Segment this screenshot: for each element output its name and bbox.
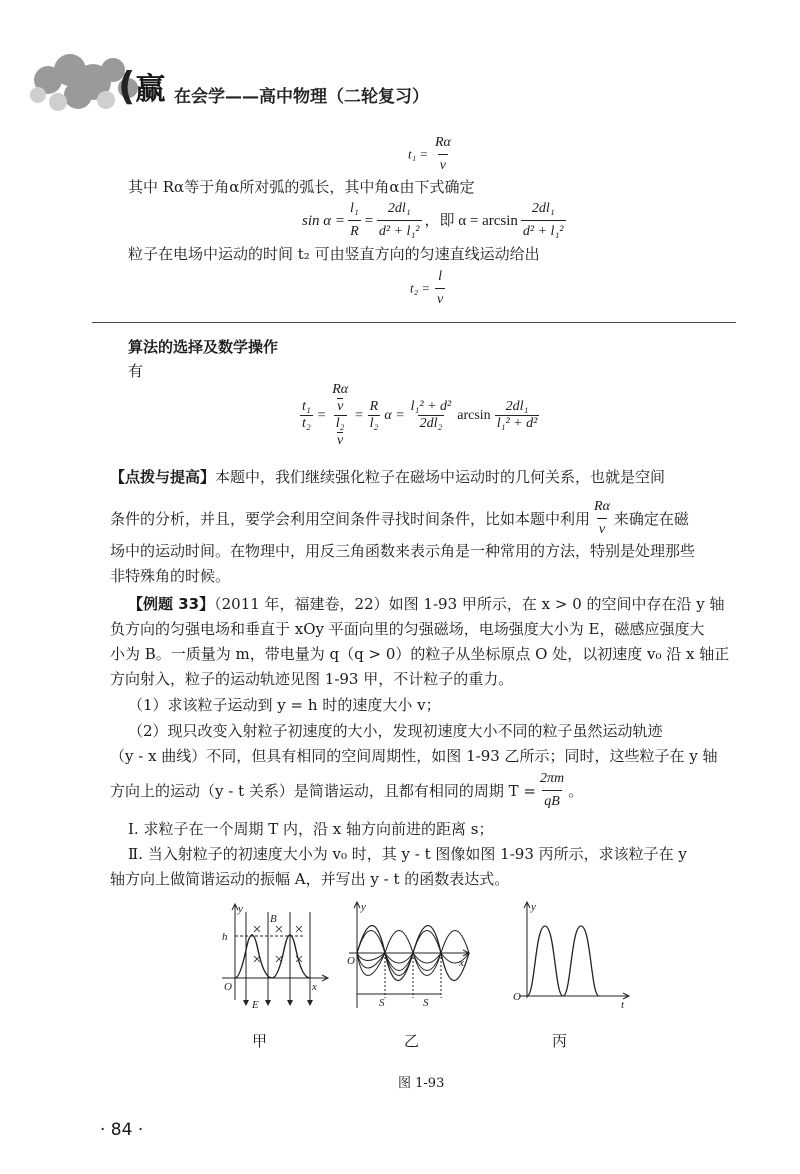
tip-line3: 场中的运动时间。在物理中，用反三角函数来表示角是一种常用的方法，特别是处理那些 — [110, 542, 696, 560]
figure-b — [345, 898, 475, 1013]
figure-b-s1-label: S — [379, 997, 385, 1009]
question-2-line1: （2）现只改变入射粒子初速度的大小，发现初速度大小不同的粒子虽然运动轨迹 — [128, 722, 663, 740]
figure-b-x-label: x — [459, 957, 464, 969]
figure-c-origin: O — [513, 991, 521, 1003]
figure-b-origin: O — [347, 955, 355, 967]
figure-title: 图 1-93 — [398, 1076, 445, 1091]
figure-a-origin: O — [224, 981, 232, 993]
header-logo-char: 赢 — [135, 72, 166, 107]
question-2-line2: （y - x 曲线）不同，但具有相同的空间周期性，如图 1-93 乙所示；同时，这些粒子在 y 轴 — [110, 747, 718, 765]
figure-b-s2-label: S — [423, 997, 429, 1009]
sub-question-1: Ⅰ. 求粒子在一个周期 T 内，沿 x 轴方向前进的距离 s； — [128, 820, 494, 838]
divider — [92, 322, 736, 323]
figure-a-E-label: E — [252, 999, 259, 1011]
figure-c-y-label: y — [531, 901, 536, 913]
tip-line1: 【点拨与提高】本题中，我们继续强化粒子在磁场中运动时的几何关系，也就是空间 — [110, 468, 666, 486]
example-line3: 小为 B。一质量为 m，带电量为 q（q > 0）的粒子从坐标原点 O 处，以初速度 v₀ 沿 x 轴正 — [110, 645, 730, 663]
formula-sin: sin α = $\frac{\text{l₁}}{R}$ = $\frac{\text{2dl₁}}{\text{d² + l₁²}}$ ，即 α = arcsin $\frac{\text{2dl₁}}{\text{d² + l₁²}}$ — [302, 198, 566, 243]
figure-a-y-label: y — [238, 903, 243, 915]
tip-line2: 条件的分析，并且，要学会利用空间条件寻找时间条件，比如本题中利用 $\frac{R\alpha}{v}$ 来确定在磁 — [110, 496, 689, 541]
text-t2: 粒子在电场中运动的时间 t₂ 可由竖直方向的匀速直线运动给出 — [128, 245, 540, 263]
figure-a — [210, 900, 335, 1015]
formula-ratio: $\frac{\text{t₁}}{\text{t₂}}$ = Rα v l₂ v = $\frac{R}{\text{l₂}}$ α = $\frac{\text{l₁² + d²}}{\text{2dl₂}}$ arcsin $\frac{\text{2dl₁}}{\text{l₁² + d²}}$ — [302, 382, 538, 448]
tip-line4: 非特殊角的时候。 — [110, 567, 231, 585]
figure-a-x-label: x — [312, 981, 317, 993]
example-line1: 【例题 33】（2011 年，福建卷，22）如图 1-93 甲所示，在 x > 0 的空间中存在沿 y 轴 — [128, 595, 725, 613]
question-2-line3: 方向上的运动（y - t 关系）是简谐运动，且都有相同的周期 T = $\frac{2\pi m}{qB}$ 。 — [110, 768, 583, 813]
sub-question-2-line2: 轴方向上做简谐运动的振幅 A，并写出 y - t 的函数表达式。 — [110, 870, 510, 888]
header-title: 在会学——高中物理（二轮复习） — [174, 87, 429, 107]
figure-a-h-label: h — [222, 931, 228, 943]
example-line4: 方向射入，粒子的运动轨迹见图 1-93 甲，不计粒子的重力。 — [110, 670, 514, 688]
figure-c — [505, 898, 635, 1013]
figure-b-y-label: y — [361, 901, 366, 913]
header-logo: (赢 — [118, 64, 166, 108]
sub-question-2-line1: Ⅱ. 当入射粒子的初速度大小为 v₀ 时，其 y - t 图像如图 1-93 丙所示，求该粒子在 y — [128, 845, 687, 863]
section-you: 有 — [128, 362, 144, 380]
text-arc-length: 其中 Rα等于角α所对弧的弧长，其中角α由下式确定 — [128, 178, 475, 196]
section-heading: 算法的选择及数学操作 — [128, 338, 279, 356]
formula-t1: t₁ = $\frac{R\alpha}{v}$ — [408, 132, 453, 177]
figure-b-caption: 乙 — [404, 1032, 420, 1050]
figure-c-t-label: t — [621, 999, 625, 1011]
figure-c-caption: 丙 — [552, 1032, 568, 1050]
formula-t2: t₂ = $\frac{l}{v}$ — [410, 266, 445, 311]
page-number: · 84 · — [100, 1120, 144, 1140]
example-line2: 负方向的匀强电场和垂直于 xOy 平面向里的匀强磁场，电场强度大小为 E，磁感应强度大 — [110, 620, 705, 638]
figure-a-caption: 甲 — [252, 1032, 268, 1050]
question-1: （1）求该粒子运动到 y = h 时的速度大小 v； — [128, 696, 441, 714]
figure-a-B-label: B — [270, 913, 277, 925]
